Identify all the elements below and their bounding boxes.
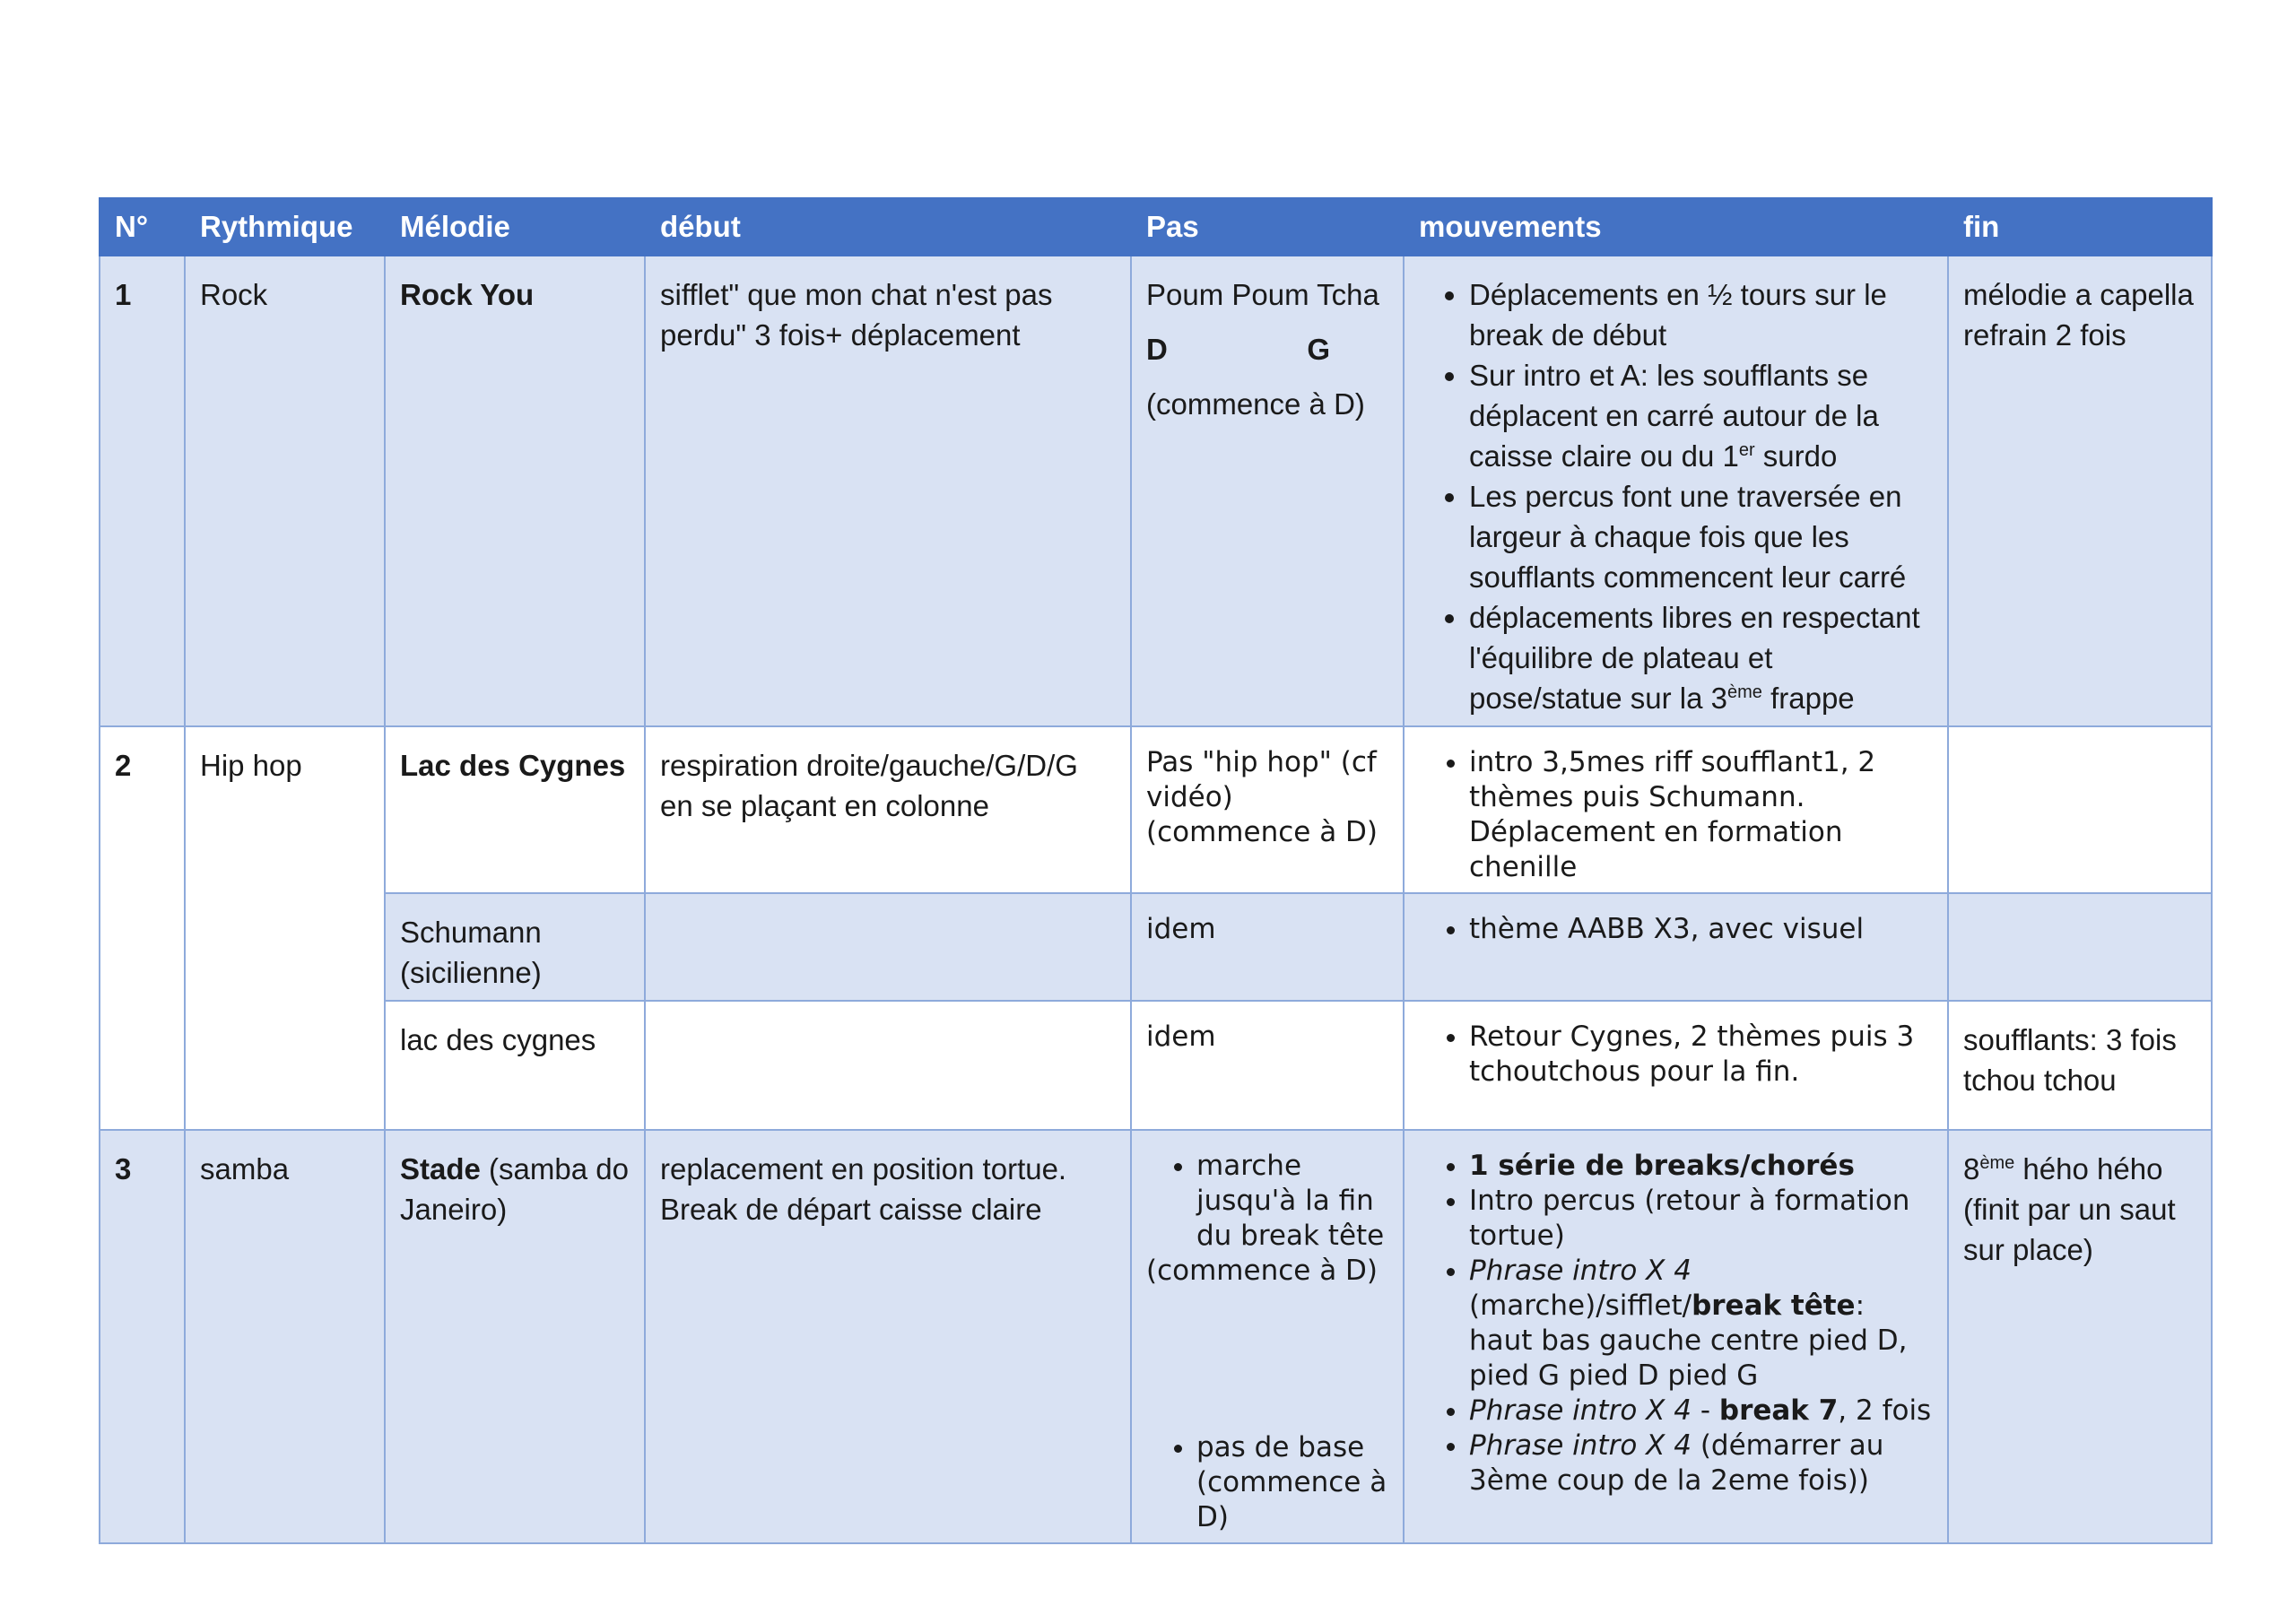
pas-line: Poum Poum Tcha [1146, 278, 1379, 311]
list-item: • thème AABB X3, avec visuel [1469, 912, 1933, 947]
melodie-cell: Rock You [385, 256, 645, 726]
pas-cell [1131, 256, 1404, 726]
list-item: • intro 3,5mes riff soufflant1, 2 thèmes puis Schumann. Déplacement en formation chenille [1469, 745, 1933, 885]
pas-start: (commence à D) [1146, 387, 1365, 421]
rythmique-cell: Hip hop [185, 726, 385, 1130]
list-item: • 1 série de breaks/chorés [1469, 1149, 1933, 1184]
mouvements-list [1419, 1020, 1933, 1090]
table-row-1 [100, 256, 2212, 726]
table-row-3 [100, 1130, 2212, 1543]
mouvements-cell [1404, 1130, 1948, 1543]
table-row-2 [100, 726, 2212, 893]
list-item: • Intro percus (retour à formation tortue) [1469, 1184, 1933, 1254]
pas-cell [1131, 1130, 1404, 1543]
row-number: 2 [100, 726, 185, 1130]
list-item: • marche jusqu'à la fin du break tête [1196, 1149, 1388, 1254]
list-item: • pas de base (commence à D) [1196, 1430, 1388, 1535]
list-item: • Déplacements en ½ tours sur le break de début [1469, 274, 1933, 355]
pas-list [1146, 1430, 1388, 1535]
fin-cell [1948, 726, 2212, 893]
list-item: • déplacements libres en respectant l'équilibre de plateau et pose/statue sur la 3ème frappe [1469, 597, 1933, 718]
mouvements-cell [1404, 726, 1948, 893]
header-pas: Pas [1131, 198, 1404, 256]
fin-cell: soufflants: 3 fois tchou tchou [1948, 1001, 2212, 1130]
mouvements-list [1419, 274, 1933, 718]
melodie-cell: Stade (samba do Janeiro) [385, 1130, 645, 1543]
debut-cell: replacement en position tortue. Break de départ caisse claire [645, 1130, 1131, 1543]
table-row-2c [100, 1001, 2212, 1130]
debut-cell [645, 1001, 1131, 1130]
row-number: 1 [100, 256, 185, 726]
header-debut: début [645, 198, 1131, 256]
fin-cell: mélodie a capella refrain 2 fois [1948, 256, 2212, 726]
debut-cell [645, 893, 1131, 1001]
rythmique-cell: samba [185, 1130, 385, 1543]
rythmique-cell: Rock [185, 256, 385, 726]
mouvements-list [1419, 745, 1933, 885]
list-item: • Les percus font une traversée en largeur à chaque fois que les soufflants commencent leur carré [1469, 476, 1933, 597]
header-mouvements: mouvements [1404, 198, 1948, 256]
spacer [1146, 1289, 1388, 1430]
melodie-cell: Lac des Cygnes [385, 726, 645, 893]
pas-cell: idem [1131, 1001, 1404, 1130]
debut-cell: respiration droite/gauche/G/D/G en se plaçant en colonne [645, 726, 1131, 893]
melodie-cell: lac des cygnes [385, 1001, 645, 1130]
fin-cell: 8ème hého hého (finit par un saut sur place) [1948, 1130, 2212, 1543]
mouvements-cell [1404, 893, 1948, 1001]
header-num: N° [100, 198, 185, 256]
list-item: • Phrase intro X 4 (marche)/sifflet/break tête: haut bas gauche centre pied D, pied G pied D pied G [1469, 1254, 1933, 1394]
pas-step-d: D [1146, 333, 1168, 366]
table-row-2b [100, 893, 2212, 1001]
header-row [100, 198, 2212, 256]
pas-step-g: G [1307, 333, 1330, 366]
list-item: • Phrase intro X 4 - break 7, 2 fois [1469, 1394, 1933, 1429]
pas-list [1146, 1149, 1388, 1254]
mouvements-cell [1404, 256, 1948, 726]
list-item: • Phrase intro X 4 (démarrer au 3ème coup de la 2eme fois)) [1469, 1429, 1933, 1498]
mouvements-list [1419, 1149, 1933, 1498]
header-fin: fin [1948, 198, 2212, 256]
melodie-cell: Schumann (sicilienne) [385, 893, 645, 1001]
pas-cell: idem [1131, 893, 1404, 1001]
list-item: • Retour Cygnes, 2 thèmes puis 3 tchoutchous pour la fin. [1469, 1020, 1933, 1090]
pas-start: (commence à D) [1146, 1255, 1378, 1287]
pas-cell: Pas "hip hop" (cf vidéo) (commence à D) [1131, 726, 1404, 893]
header-rythmique: Rythmique [185, 198, 385, 256]
mouvements-cell [1404, 1001, 1948, 1130]
pas-steps [1146, 329, 1330, 369]
choreography-table [99, 197, 2213, 1544]
list-item: • Sur intro et A: les soufflants se déplacent en carré autour de la caisse claire ou du 1er surdo [1469, 355, 1933, 476]
fin-cell [1948, 893, 2212, 1001]
mouvements-list [1419, 912, 1933, 947]
row-number: 3 [100, 1130, 185, 1543]
header-melodie: Mélodie [385, 198, 645, 256]
debut-cell: sifflet" que mon chat n'est pas perdu" 3 fois+ déplacement [645, 256, 1131, 726]
